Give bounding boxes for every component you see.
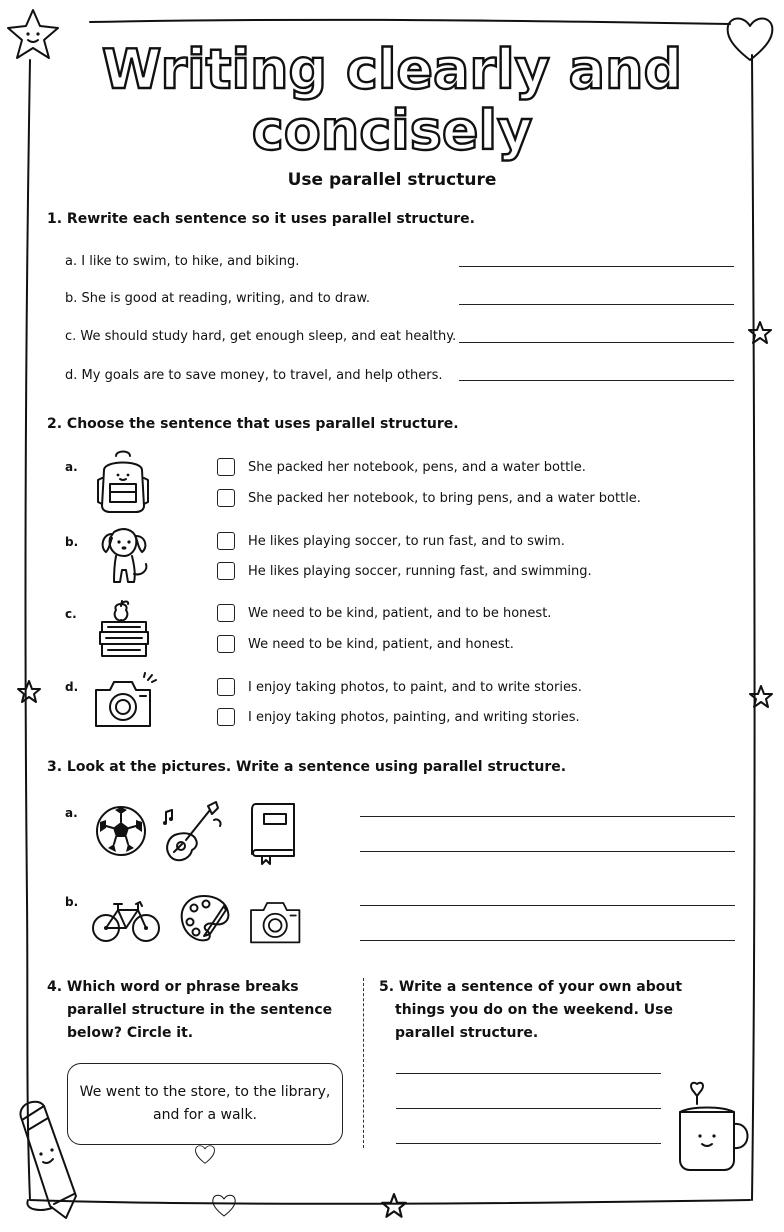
q1-answer-line-b[interactable] — [459, 304, 734, 305]
star-icon — [380, 1192, 408, 1220]
q3-item-letter: a. — [65, 806, 78, 820]
q2-c-option-2-checkbox[interactable] — [217, 635, 235, 653]
q5-heading-line: 5. Write a sentence of your own about — [379, 979, 683, 995]
q5-heading-line: parallel structure. — [395, 1025, 539, 1041]
q1-item-text: We should study hard, get enough sleep, and eat healthy. — [80, 329, 457, 344]
q2-b-option-2-checkbox[interactable] — [217, 562, 235, 580]
q1-item-letter: b. — [65, 291, 78, 306]
paint-palette-icon — [178, 892, 232, 946]
q1-heading: 1. Rewrite each sentence so it uses parallel structure. — [47, 211, 475, 227]
guitar-icon — [162, 798, 226, 864]
backpack-icon — [96, 448, 150, 514]
q4-heading-line: 4. Which word or phrase breaks — [47, 979, 299, 995]
q4-sentence-box[interactable] — [67, 1063, 343, 1145]
q1-item-letter: a. — [65, 254, 78, 269]
q3-a-answer-line-2[interactable] — [360, 851, 735, 852]
q2-d-option-1-text: I enjoy taking photos, to paint, and to write stories. — [248, 680, 582, 695]
q2-a-option-2-text: She packed her notebook, to bring pens, and a water bottle. — [248, 491, 641, 506]
q1-item-d — [65, 368, 443, 383]
q1-item-text: She is good at reading, writing, and to draw. — [81, 291, 371, 306]
q5-answer-line-3[interactable] — [396, 1143, 661, 1144]
q1-answer-line-c[interactable] — [459, 342, 734, 343]
star-icon — [16, 679, 42, 705]
q2-item-letter: b. — [65, 535, 79, 549]
q1-item-letter: d. — [65, 368, 78, 383]
worksheet-subtitle: Use parallel structure — [287, 170, 497, 190]
q3-heading: 3. Look at the pictures. Write a sentence using parallel structure. — [47, 759, 567, 775]
camera-icon — [92, 672, 158, 730]
q4-sentence-line: and for a walk. — [153, 1107, 257, 1123]
q2-c-option-1-checkbox[interactable] — [217, 604, 235, 622]
q4-heading-line: below? Circle it. — [67, 1025, 194, 1041]
q1-answer-line-a[interactable] — [459, 266, 734, 267]
q2-item-letter: c. — [65, 607, 77, 621]
bicycle-icon — [90, 896, 162, 946]
section-divider — [363, 978, 364, 1148]
q1-item-c — [65, 329, 456, 344]
q2-a-option-2-checkbox[interactable] — [217, 489, 235, 507]
smiling-mug-icon — [672, 1078, 758, 1174]
camera-icon — [246, 894, 308, 946]
q3-b-answer-line-2[interactable] — [360, 940, 735, 941]
q1-item-text: My goals are to save money, to travel, and help others. — [81, 368, 443, 383]
q2-heading: 2. Choose the sentence that uses parallel structure. — [47, 416, 459, 432]
star-icon — [747, 320, 773, 346]
q2-c-option-2-text: We need to be kind, patient, and honest. — [248, 637, 514, 652]
q2-a-option-1-text: She packed her notebook, pens, and a water bottle. — [248, 460, 586, 475]
q2-item-letter: a. — [65, 460, 78, 474]
q1-item-a — [65, 254, 299, 269]
q1-item-b — [65, 291, 370, 306]
q2-d-option-2-text: I enjoy taking photos, painting, and writing stories. — [248, 710, 580, 725]
q1-item-letter: c. — [65, 329, 77, 344]
q2-b-option-2-text: He likes playing soccer, running fast, and swimming. — [248, 564, 592, 579]
q5-answer-line-2[interactable] — [396, 1108, 661, 1109]
book-icon — [248, 800, 300, 866]
q2-item-letter: d. — [65, 680, 79, 694]
q1-answer-line-d[interactable] — [459, 380, 734, 381]
small-heart-icon — [193, 1143, 217, 1165]
q1-item-text: I like to swim, to hike, and biking. — [81, 254, 300, 269]
q2-a-option-1-checkbox[interactable] — [217, 458, 235, 476]
heart-icon — [210, 1192, 238, 1218]
q2-c-option-1-text: We need to be kind, patient, and to be honest. — [248, 606, 552, 621]
worksheet-title-line-1: Writing clearly and — [101, 38, 683, 101]
q5-heading-line: things you do on the weekend. Use — [395, 1002, 673, 1018]
books-apple-icon — [96, 598, 154, 660]
puppy-icon — [96, 524, 154, 586]
q4-heading — [47, 976, 332, 1045]
q4-heading-line: parallel structure in the sentence — [67, 1002, 333, 1018]
star-icon — [748, 684, 774, 710]
q3-a-answer-line-1[interactable] — [360, 816, 735, 817]
q3-item-letter: b. — [65, 895, 79, 909]
q2-d-option-2-checkbox[interactable] — [217, 708, 235, 726]
worksheet-title-line-2: concisely — [251, 99, 533, 162]
soccer-ball-icon — [94, 804, 148, 858]
q5-heading — [379, 976, 682, 1045]
q2-b-option-1-checkbox[interactable] — [217, 532, 235, 550]
q4-sentence-line: We went to the store, to the library, — [79, 1084, 331, 1100]
q5-answer-line-1[interactable] — [396, 1073, 661, 1074]
q2-b-option-1-text: He likes playing soccer, to run fast, and to swim. — [248, 534, 565, 549]
q2-d-option-1-checkbox[interactable] — [217, 678, 235, 696]
q3-b-answer-line-1[interactable] — [360, 905, 735, 906]
